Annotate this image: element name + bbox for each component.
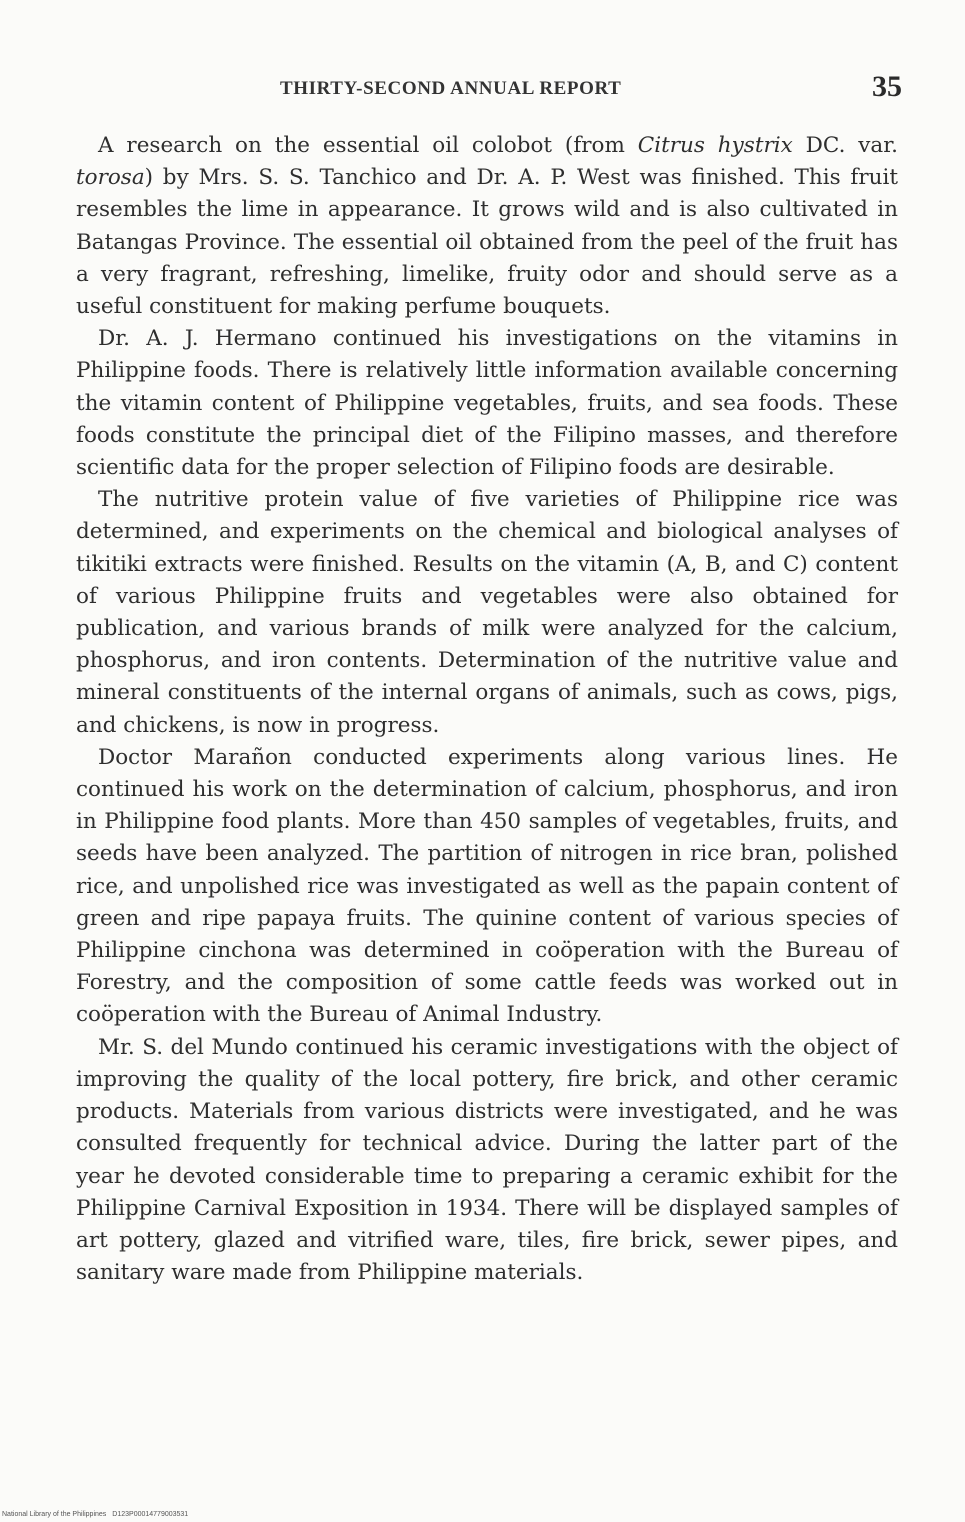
paragraph-ceramics: Mr. S. del Mundo continued his ceramic investigations with the object of improving the quality of the local pottery, fire brick, and other ceramic products. Materials from various districts were investigated, and he was consulted frequently for technical advice. During the latter part of the year he devoted considerable time to preparing a ceramic exhibit for the Philippine Carnival Exposition in 1934. There will be displayed samples of art pottery, glazed and vitrified ware, tiles, fire brick, sewer pipes, and sanitary ware made from Philippine materials. (76, 1034, 898, 1286)
variety-name: torosa (76, 165, 145, 191)
species-name: Citrus hystrix (637, 133, 793, 158)
running-header (74, 70, 902, 110)
paragraph-text: A research on the essential oil colobot (from (98, 133, 638, 158)
paragraph-rice-protein: The nutritive protein value of five varieties of Philippine rice was determined, and experiments on the chemical and biological analyses of tikitiki extracts were finished. Results on the vitamin (A, B, and C) content of various Philippine fruits and vegetables were also obtained for publication, and various brands of milk were analyzed for the calcium, phosphorus, and iron contents. Determination of the nutritive value and mineral constituents of the internal organs of animals, such as cows, pigs, and chickens, is now in progress. (76, 487, 898, 738)
paragraph-vitamins: Dr. A. J. Hermano continued his investigations on the vitamins in Philippine foods. There is relatively little information available concerning the vitamin content of Philippine vegetables, fruits, and sea foods. These foods constitute the principal diet of the Filipino masses, and therefore scientific data for the proper selection of Filipino foods are desirable. (76, 326, 898, 481)
body-text (76, 130, 898, 1289)
scan-identifier: D123P00014779003531 (112, 1511, 189, 1518)
page-number: 35 (872, 70, 902, 103)
library-credit: National Library of the Philippines (2, 1511, 107, 1518)
report-title: THIRTY-SECOND ANNUAL REPORT (280, 78, 622, 99)
paragraph-maranon: Doctor Marañon conducted experiments along various lines. He continued his work on the determination of calcium, phosphorus, and iron in Philippine food plants. More than 450 samples of vegetables, fruits, and seeds have been analyzed. The partition of nitrogen in rice bran, polished rice, and unpolished rice was investigated as well as the papain content of green and ripe papaya fruits. The quinine content of various species of Philippine cinchona was determined in coöperation with the Bureau of Forestry, and the composition of some cattle feeds was worked out in coöperation with the Bureau of Animal Industry. (76, 744, 898, 1028)
paragraph-text: ) by Mrs. S. S. Tanchico and Dr. A. P. West was finished. This fruit resembles the lime in appearance. It grows wild and is also cultivated in Batangas Province. The essential oil obtained from the peel of the fruit has a very fragrant, refreshing, limelike, fruity odor and should serve as a useful constituent for making perfume bouquets. (76, 165, 898, 320)
paragraph-text: DC. var. (792, 133, 899, 158)
scan-footer (2, 1511, 188, 1518)
paragraph-colobot-oil (76, 130, 898, 323)
